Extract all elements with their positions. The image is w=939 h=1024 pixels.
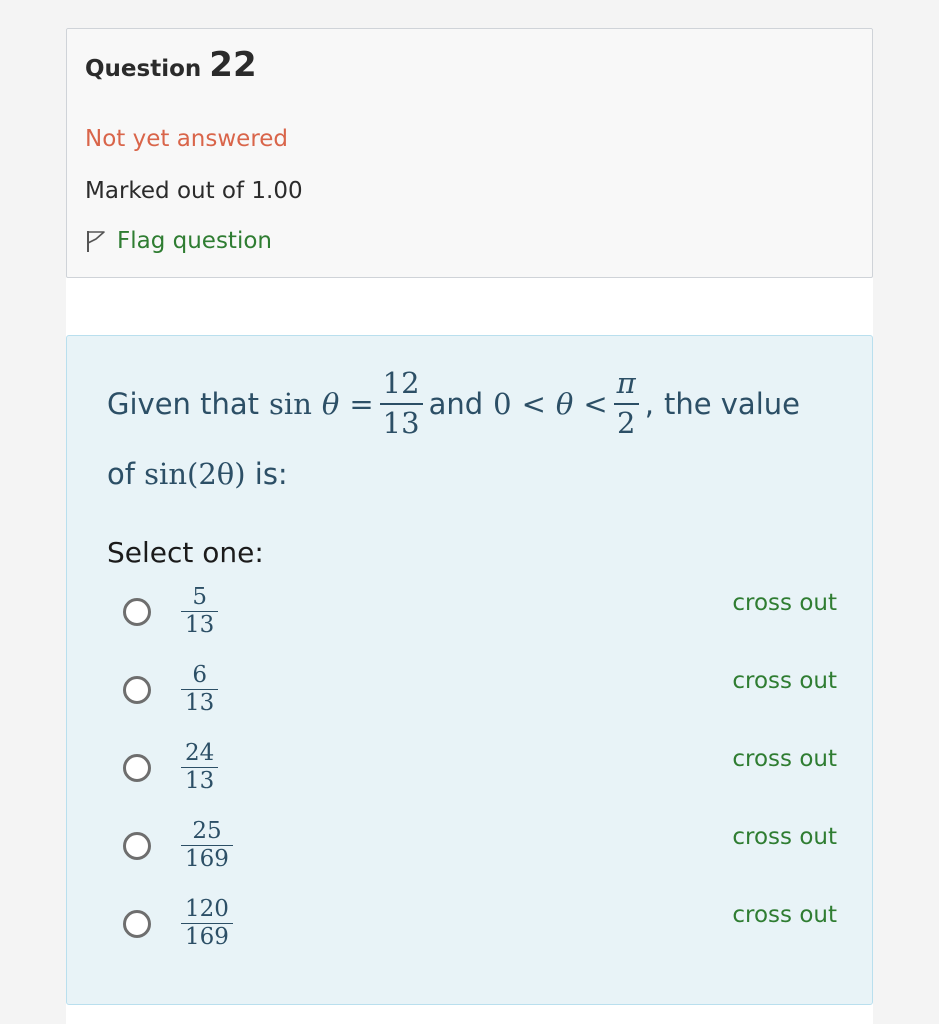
option-denominator: 169 xyxy=(185,924,229,950)
question-info xyxy=(66,28,873,278)
fraction-12-13 xyxy=(380,365,423,440)
radio-unselected-icon[interactable] xyxy=(123,598,151,626)
the-value-text: the value xyxy=(663,386,800,421)
option-fraction xyxy=(181,586,218,637)
less-than-2: < xyxy=(583,386,608,421)
option-fraction xyxy=(181,898,233,949)
less-than-1: < xyxy=(521,386,546,421)
fraction-numerator: 12 xyxy=(382,365,420,400)
flag-question-link[interactable] xyxy=(85,228,272,254)
option-numerator: 24 xyxy=(185,740,215,766)
fraction-numerator: π xyxy=(616,365,636,400)
answer-options xyxy=(107,584,837,974)
option-numerator: 6 xyxy=(192,662,207,688)
option-denominator: 13 xyxy=(185,690,215,716)
option-numerator: 25 xyxy=(192,818,222,844)
cross-out-link[interactable]: cross out xyxy=(732,902,837,928)
equals-sign: = xyxy=(349,386,374,421)
option-numerator: 5 xyxy=(192,584,207,610)
question-label: Question xyxy=(85,56,202,82)
radio-unselected-icon[interactable] xyxy=(123,832,151,860)
option-denominator: 169 xyxy=(185,846,229,872)
is-text: is: xyxy=(254,457,288,491)
question-state: Not yet answered xyxy=(85,126,289,152)
radio-unselected-icon[interactable] xyxy=(123,754,151,782)
cross-out-link[interactable]: cross out xyxy=(732,824,837,850)
cross-out-link[interactable]: cross out xyxy=(732,590,837,616)
answer-option-5[interactable] xyxy=(107,896,837,974)
fraction-denominator: 13 xyxy=(382,405,420,440)
cross-out-link[interactable]: cross out xyxy=(732,668,837,694)
option-fraction xyxy=(181,664,218,715)
question-title xyxy=(85,45,257,85)
theta-symbol: θ xyxy=(321,386,340,421)
option-fraction xyxy=(181,742,218,793)
zero-text: 0 xyxy=(493,386,512,421)
radio-unselected-icon[interactable] xyxy=(123,676,151,704)
cross-out-link[interactable]: cross out xyxy=(732,746,837,772)
answer-option-2[interactable] xyxy=(107,662,837,740)
sin-text: sin xyxy=(269,386,312,421)
fraction-denominator: 2 xyxy=(616,405,636,440)
question-grade: Marked out of 1.00 xyxy=(85,178,303,204)
radio-unselected-icon[interactable] xyxy=(123,910,151,938)
flag-outline-icon xyxy=(85,229,107,253)
fraction-pi-2 xyxy=(614,365,639,440)
question-number: 22 xyxy=(209,45,257,85)
theta-symbol-2: θ xyxy=(555,386,574,421)
option-denominator: 13 xyxy=(185,612,215,638)
option-denominator: 13 xyxy=(185,768,215,794)
question-formulation xyxy=(66,335,873,1005)
option-numerator: 120 xyxy=(185,896,229,922)
option-fraction xyxy=(181,820,233,871)
given-that-text: Given that xyxy=(107,386,260,421)
of-text: of xyxy=(107,457,135,491)
and-text: and xyxy=(428,386,484,421)
sin-2theta-text: sin(2θ) xyxy=(144,457,246,491)
answer-option-3[interactable] xyxy=(107,740,837,818)
comma-text: , xyxy=(644,386,654,421)
select-one-prompt: Select one: xyxy=(107,536,264,569)
answer-option-4[interactable] xyxy=(107,818,837,896)
question-text xyxy=(107,356,847,497)
flag-question-label: Flag question xyxy=(117,228,272,254)
answer-option-1[interactable] xyxy=(107,584,837,662)
